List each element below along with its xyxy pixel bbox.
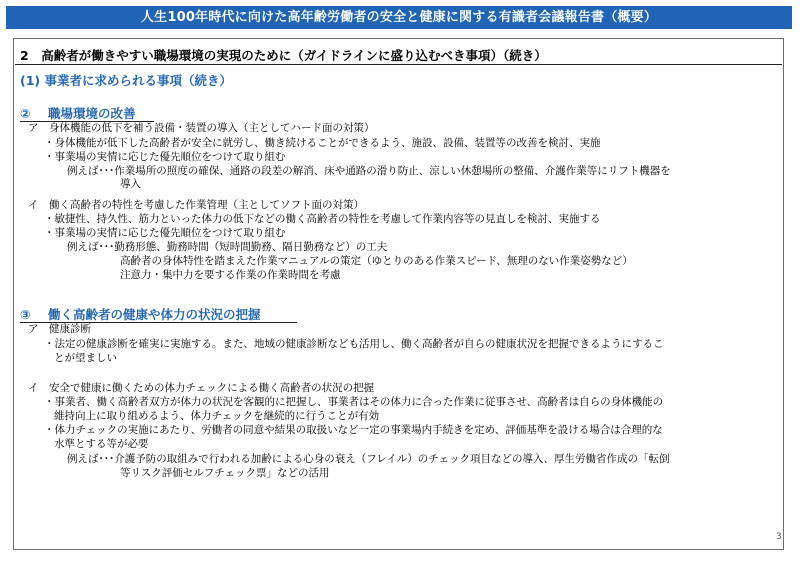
- section-title: 2 高齢者が働きやすい職場環境の実現のために（ガイドラインに盛り込むべき事項）（続き）: [20, 48, 547, 63]
- part3-i-example-1: 例えば･･･介護予防の取組みで行われる加齢による心身の衰え（フレイル）のチェック項目などの導入、厚生労働省作成の「転倒: [67, 453, 670, 465]
- part2-i-title: イ 働く高齢者の特性を考慮した作業管理（主としてソフト面の対策）: [28, 199, 364, 211]
- part2-a-example-2: 導入: [120, 178, 141, 190]
- part3-a-bullet1-cont: とが望ましい: [54, 352, 117, 364]
- divider: [15, 64, 782, 65]
- page-number: 3: [776, 532, 782, 542]
- part2-i-bullet2: ・事業場の実情に応じた優先順位をつけて取り組む: [44, 227, 286, 239]
- part3-heading: [20, 305, 261, 323]
- part2-a-title: ア 身体機能の低下を補う設備・装置の導入（主としてハード面の対策）: [28, 122, 375, 134]
- part3-title: 働く高齢者の健康や体力の状況の把握: [48, 307, 261, 322]
- part3-i-bullet1: ・事業者、働く高齢者双方が体力の状況を客観的に把握し、事業者はその体力に合った作業に従事させ、高齢者は自らの身体機能の: [44, 396, 664, 408]
- part2-i-example-3: 注意力・集中力を要する作業の作業時間を考慮: [120, 269, 341, 281]
- part2-i-bullet1: ・敏捷性、持久性、筋力といった体力の低下などの働く高齢者の特性を考慮して作業内容等の見直しを検討、実施する: [44, 213, 601, 225]
- part3-i-bullet2: ・体力チェックの実施にあたり、労働者の同意や結果の取扱いなど一定の事業場内手続きを定め、評価基準を設ける場合は合理的な: [44, 424, 663, 436]
- part2-a-bullet2: ・事業場の実情に応じた優先順位をつけて取り組む: [44, 151, 286, 163]
- part2-a-bullet1: ・身体機能が低下した高齢者が安全に就労し、働き続けることができるよう、施設、設備、装置等の改善を検討、実施: [44, 137, 601, 149]
- part2-title: 職場環境の改善: [48, 106, 136, 121]
- part2-a-example-1: 例えば･･･作業場所の照度の確保、通路の段差の解消、床や通路の滑り防止、涼しい休憩場所の整備、介護作業等にリフト機器を: [67, 165, 671, 177]
- part2-heading: [20, 104, 136, 122]
- part2-i-example-1: 例えば･･･勤務形態、勤務時間（短時間勤務、隔日勤務など）の工夫: [67, 241, 388, 253]
- part3-a-title: ア 健康診断: [28, 323, 91, 335]
- part3-i-bullet2-cont: 水準とする等が必要: [54, 438, 149, 450]
- subsection-title: (1) 事業者に求められる事項（続き）: [20, 73, 232, 88]
- report-banner: 人生100年時代に向けた高年齢労働者の安全と健康に関する有識者会議報告書（概要）: [6, 6, 792, 29]
- part3-number: ③: [20, 307, 31, 322]
- part3-a-bullet1: ・法定の健康診断を確実に実施する。また、地域の健康診断なども活用し、働く高齢者が自らの健康状況を把握できるようにするこ: [44, 338, 664, 350]
- part3-i-bullet1-cont: 維持向上に取り組めるよう、体力チェックを継続的に行うことが有効: [54, 410, 380, 422]
- part3-i-example-2: 等リスク評価セルフチェック票」などの活用: [120, 467, 330, 479]
- part3-i-title: イ 安全で健康に働くための体力チェックによる働く高齢者の状況の把握: [28, 382, 375, 394]
- part2-number: ②: [20, 106, 31, 121]
- part2-i-example-2: 高齢者の身体特性を踏まえた作業マニュアルの策定（ゆとりのある作業スピード、無理のない作業姿勢など）: [120, 255, 633, 267]
